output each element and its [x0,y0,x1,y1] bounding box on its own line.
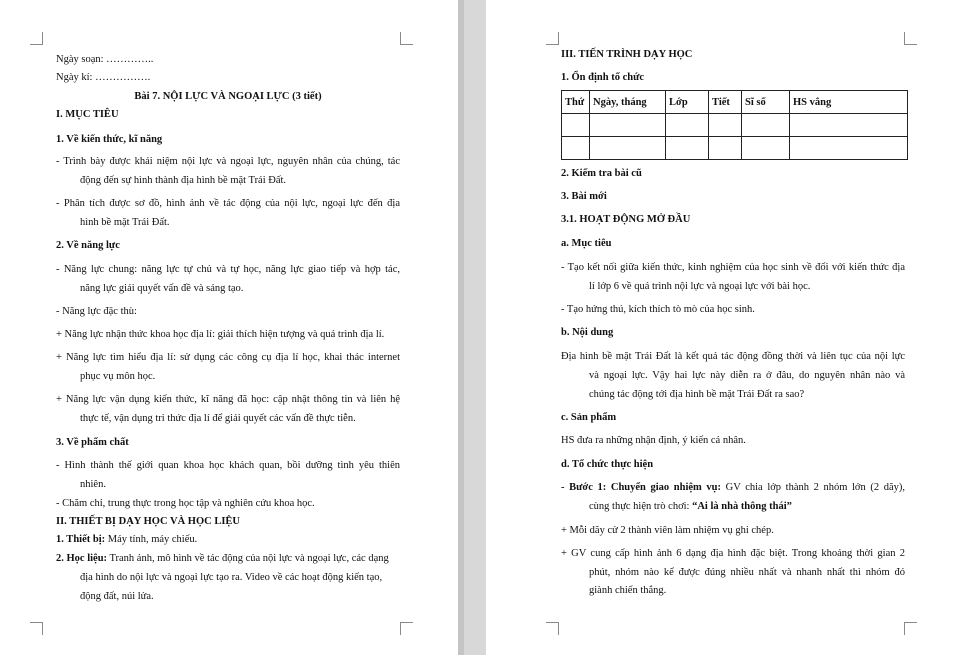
paragraph-line: - Năng lực chung: năng lực tự chủ và tự học, năng lực giao tiếp và hợp tác, [56,264,400,275]
game-intro: cùng thực hiện trò chơi: [589,501,693,512]
label-equipment: 1. Thiết bị: [56,534,106,545]
paragraph-line: + Năng lực vận dụng kiến thức, kĩ năng đã học: cập nhật thông tin và liên hệ [56,394,400,405]
paragraph-line: động đến sự hình thành địa hình bề mặt Trái Đất. [80,175,287,186]
table-header-cell: Tiết [709,91,742,114]
paragraph-line: - Trình bày được khái niệm nội lực và ngoại lực, nguyên nhân của chúng, tác [56,156,400,167]
crop-mark [30,622,43,635]
text-materials: Tranh ảnh, mô hình về tác động của nội lực và ngoại lực, các dạng [107,553,389,564]
subsection-heading: 3. Bài mới [561,191,607,202]
paragraph-line: + Năng lực nhận thức khoa học địa lí: giải thích hiện tượng và quá trình địa lí. [56,329,385,340]
table-header-cell: Lớp [666,91,709,114]
paragraph-line: phút, nhóm nào kể được đúng nhiều nhất và nhanh nhất thì nhóm đó [589,567,905,578]
paragraph-line: hình bề mặt Trái Đất. [80,217,170,228]
table-header-row [562,91,908,114]
paragraph-line: + Năng lực tìm hiểu địa lí: sử dụng các công cụ địa lí học, khai thác internet [56,352,400,363]
section-heading: II. THIẾT BỊ DẠY HỌC VÀ HỌC LIỆU [56,516,240,527]
paragraph-line: lí lớp 6 về quá trình nội lực và ngoại lực với bài học. [589,281,811,292]
paragraph-line: + GV cung cấp hình ảnh 6 dạng địa hình đặc biệt. Trong khoảng thời gian 2 [561,548,905,559]
step-label: - Bước 1: Chuyển giao nhiệm vụ: [561,482,721,493]
item-heading: c. Sản phẩm [561,412,617,423]
crop-mark [30,32,43,45]
paragraph-line: + Mỗi dãy cử 2 thành viên làm nhiệm vụ ghi chép. [561,525,774,536]
item-heading: a. Mục tiêu [561,238,612,249]
paragraph-line: - Năng lực đặc thù: [56,306,137,317]
crop-mark [400,622,413,635]
paragraph-line [589,500,792,513]
text-equipment: Máy tính, máy chiếu. [105,534,198,545]
activity-heading: 3.1. HOẠT ĐỘNG MỞ ĐẦU [561,214,691,225]
table-row [562,114,908,137]
document-page-left [0,0,458,655]
paragraph-line: - Phân tích được sơ đồ, hình ảnh về tác động của nội lực, ngoại lực đến địa [56,198,400,209]
table-header-cell: Ngày, tháng [590,91,666,114]
crop-mark [400,32,413,45]
date-prepared: Ngày soạn: ………….. [56,54,154,65]
paragraph-line: HS đưa ra những nhận định, ý kiến cá nhân. [561,435,746,446]
paragraph-line: thực tế, vận dụng tri thức địa lí để giải quyết các vấn đề thực tiễn. [80,413,356,424]
paragraph-line: và ngoại lực. Vậy hai lực này diễn ra ở đâu, do nguyên nhân nào và [589,370,905,381]
paragraph-line: giành chiến thắng. [589,585,667,596]
paragraph-line [56,552,389,565]
paragraph-line: Địa hình bề mặt Trái Đất là kết quả tác động đồng thời và liên tục của nội lực [561,351,905,362]
subsection-heading: 1. Về kiến thức, kĩ năng [56,134,163,145]
crop-mark [904,622,917,635]
paragraph-line: địa hình do nội lực và ngoại lực tạo ra. Video về các hoạt động kiến tạo, [80,572,383,583]
subsection-heading: 3. Về phẩm chất [56,437,129,448]
date-signed: Ngày kí: ……………. [56,72,151,83]
crop-mark [546,32,559,45]
crop-mark [546,622,559,635]
table-header-cell: HS vắng [790,91,908,114]
section-heading: I. MỤC TIÊU [56,109,119,120]
item-heading: d. Tổ chức thực hiện [561,459,654,470]
label-materials: 2. Học liệu: [56,553,108,564]
paragraph-line: - Chăm chỉ, trung thực trong học tập và nghiên cứu khoa học. [56,498,315,509]
paragraph-line: - Tạo kết nối giữa kiến thức, kinh nghiệm của học sinh về đối với kiến thức địa [561,262,905,273]
section-heading: III. TIẾN TRÌNH DẠY HỌC [561,49,693,60]
table-header-cell: Sĩ số [742,91,790,114]
lesson-title: Bài 7. NỘI LỰC VÀ NGOẠI LỰC (3 tiết) [134,91,322,102]
subsection-heading: 1. Ổn định tổ chức [561,72,645,83]
paragraph-line [561,481,905,494]
paragraph-line: - Hình thành thế giới quan khoa học khách quan, bồi dưỡng tình yêu thiên [56,460,400,471]
page-gutter [458,0,486,655]
subsection-heading: 2. Kiểm tra bài cũ [561,168,642,179]
step-text: GV chia lớp thành 2 nhóm lớn (2 dãy), [721,482,905,493]
paragraph-line: - Tạo hứng thú, kích thích tò mò của học sinh. [561,304,755,315]
item-heading: b. Nội dung [561,327,614,338]
paragraph-line: nhiên. [80,479,106,490]
paragraph-line: năng lực giải quyết vấn đề và sáng tạo. [80,283,244,294]
subsection-heading: 2. Về năng lực [56,240,120,251]
attendance-table [561,90,908,160]
table-row [562,137,908,160]
paragraph-line: phục vụ môn học. [80,371,156,382]
paragraph-line [56,533,197,546]
paragraph-line: chúng tác động tới địa hình bề mặt Trái Đất ra sao? [589,389,805,400]
paragraph-line: động đất, núi lửa. [80,591,154,602]
crop-mark [904,32,917,45]
table-header-cell: Thứ [562,91,590,114]
game-name: “Ai là nhà thông thái” [692,501,792,512]
